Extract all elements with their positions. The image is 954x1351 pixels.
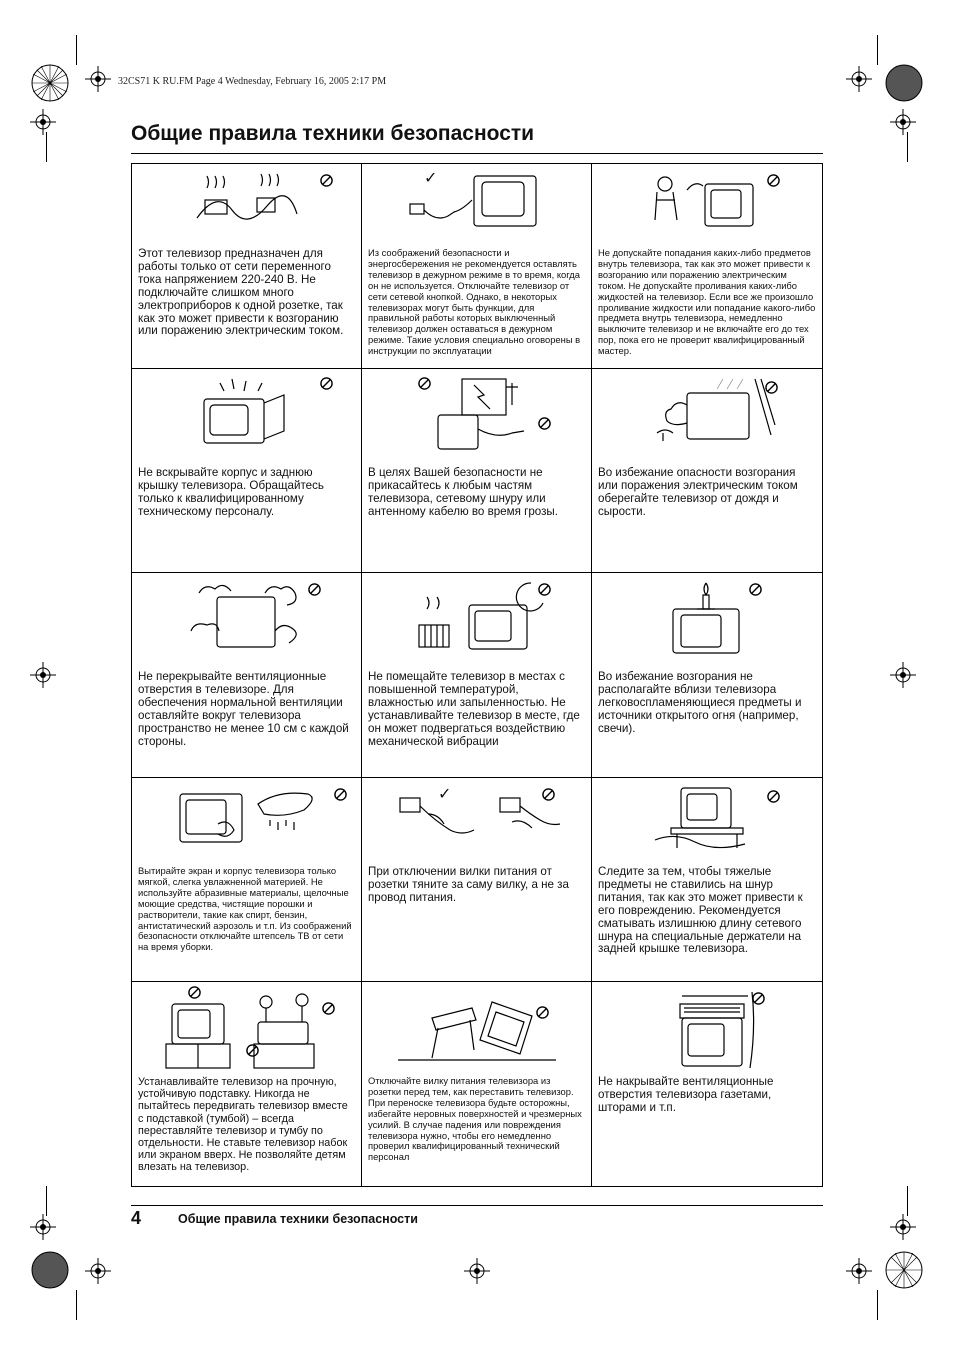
page-title: Общие правила техники безопасности bbox=[131, 122, 535, 145]
rule-text: Устанавливайте телевизор на прочную, устойчивую подставку. Никогда не пытайтесь передвигать телевизор вместе с подставкой (тумбой) – всегда переставляйте телевизор и тумбу по отдельности. Не ставьте телевизор набок или экраном вверх. Не позволяйте детям влезать на телевизор. bbox=[138, 1076, 348, 1174]
safety-rule bbox=[362, 369, 592, 573]
prohibited-icon bbox=[334, 788, 347, 801]
prohibited-icon bbox=[752, 992, 765, 1005]
safety-rule bbox=[132, 164, 362, 369]
crop-mark bbox=[877, 35, 878, 65]
registration-mark-icon bbox=[884, 1250, 924, 1290]
blocked-ventilation-illustration bbox=[132, 573, 361, 655]
prohibited-icon bbox=[320, 377, 333, 390]
safety-rules-grid bbox=[131, 163, 823, 1187]
check-icon: ✓ bbox=[438, 784, 452, 803]
safety-rule bbox=[592, 164, 822, 369]
prohibited-icon bbox=[418, 377, 431, 390]
safety-rule bbox=[592, 778, 822, 982]
crosshair-mark-icon bbox=[30, 662, 56, 688]
prohibited-icon bbox=[308, 583, 321, 596]
prohibited-icon bbox=[246, 1044, 259, 1057]
rule-text: При отключении вилки питания от розетки тяните за саму вилку, а не за провод питания. bbox=[368, 865, 569, 904]
crop-mark bbox=[46, 1186, 47, 1216]
safety-rule bbox=[132, 982, 362, 1186]
thunderstorm-illustration bbox=[362, 369, 591, 451]
file-header: 32CS71 K RU.FM Page 4 Wednesday, February 16, 2005 2:17 PM bbox=[118, 76, 387, 87]
rule-text: Не накрывайте вентиляционные отверстия телевизора газетами, шторами и т.п. bbox=[598, 1075, 774, 1114]
crop-mark bbox=[46, 132, 47, 162]
prohibited-icon bbox=[320, 174, 333, 187]
safety-rule bbox=[362, 982, 592, 1186]
prohibited-icon bbox=[538, 583, 551, 596]
prohibited-icon bbox=[767, 174, 780, 187]
prohibited-icon bbox=[765, 381, 778, 394]
registration-mark-icon bbox=[30, 1250, 70, 1290]
registration-mark-icon bbox=[884, 63, 924, 103]
rule-text: Отключайте вилку питания телевизора из розетки перед тем, как переставить телевизор. При переноске телевизора будьте осторожны, избегайте неровных поверхностей и чрезмерных усилий. В случае падения или повреждения телевизора нужно, чтобы его немедленно проверил квалифицированный технический персонал bbox=[368, 1075, 582, 1163]
cleaning-illustration bbox=[132, 778, 361, 860]
rule-text: Не вскрывайте корпус и заднюю крышку телевизора. Обращайтесь только к квалифицированному техническому персоналу. bbox=[138, 466, 324, 518]
prohibited-icon bbox=[188, 986, 201, 999]
rule-text: Во избежание возгорания не располагайте вблизи телевизора легковоспламеняющиеся предметы и источники открытого огня (например, свечи). bbox=[598, 670, 802, 735]
rule-text: Не допускайте попадания каких-либо предметов внутрь телевизора, так как это может привести к возгоранию или поражению электрическим током. Не допускайте проливания каких-либо жидкостей на телевизор. Если все же произошло проливание жидкости или попадание какого-либо предмета внутрь телевизора, немедленно выключите телевизор и не включайте его до тех пор, пока его не проверит квалифицированный мастер. bbox=[598, 247, 816, 357]
crosshair-mark-icon bbox=[85, 66, 111, 92]
crop-mark bbox=[76, 1290, 77, 1320]
crosshair-mark-icon bbox=[85, 1258, 111, 1284]
crosshair-mark-icon bbox=[890, 109, 916, 135]
safety-rule bbox=[132, 778, 362, 982]
open-flame-illustration bbox=[592, 573, 822, 655]
rule-text: Не помещайте телевизор в местах с повышенной температурой, влажностью или запыленностью. Не устанавливайте телевизор в месте, где он может подвергаться воздействию механической вибрации bbox=[368, 670, 580, 748]
safety-rule bbox=[362, 778, 592, 982]
heat-humidity-illustration bbox=[362, 573, 591, 655]
prohibited-icon bbox=[536, 1006, 549, 1019]
safety-rule bbox=[592, 982, 822, 1186]
title-divider bbox=[131, 153, 823, 154]
crosshair-mark-icon bbox=[464, 1258, 490, 1284]
check-icon: ✓ bbox=[424, 168, 438, 187]
prohibited-icon bbox=[749, 583, 762, 596]
cord-under-stand-illustration bbox=[592, 778, 822, 860]
rule-text: Во избежание опасности возгорания или поражения электрическим током оберегайте телевизор от дождя и сырости. bbox=[598, 466, 798, 518]
safety-rule bbox=[362, 164, 592, 369]
crop-mark bbox=[877, 1290, 878, 1320]
footer-title: Общие правила техники безопасности bbox=[178, 1212, 418, 1226]
footer-divider bbox=[131, 1205, 823, 1206]
tv-unplugged-illustration bbox=[362, 164, 591, 246]
safety-rule bbox=[592, 369, 822, 573]
covered-vents-illustration bbox=[592, 982, 822, 1064]
prohibited-icon bbox=[767, 790, 780, 803]
safety-rule bbox=[592, 573, 822, 778]
prohibited-icon bbox=[538, 417, 551, 430]
safety-rule bbox=[362, 573, 592, 778]
crosshair-mark-icon bbox=[30, 109, 56, 135]
safety-rule bbox=[132, 369, 362, 573]
rain-moisture-illustration bbox=[592, 369, 822, 451]
page-number: 4 bbox=[131, 1208, 142, 1228]
crop-mark bbox=[907, 1186, 908, 1216]
liquid-spill-illustration bbox=[592, 164, 822, 246]
crosshair-mark-icon bbox=[846, 66, 872, 92]
crosshair-mark-icon bbox=[846, 1258, 872, 1284]
rule-text: Из соображений безопасности и энергосбережения не рекомендуется оставлять телевизор в дежурном режиме в то время, когда он не используется. Отключайте телевизор от сети сетевой кнопкой. Однако, в некоторых телевизорах могут быть функции, для правильной работы которых выключенный телевизор должен оставаться в дежурном режиме. Такие условия специально оговорены в инструкции по эксплуатации bbox=[368, 247, 581, 357]
falling-tv-illustration bbox=[362, 982, 591, 1064]
prohibited-icon bbox=[542, 788, 555, 801]
unplugging-illustration bbox=[362, 778, 591, 860]
rule-text: Вытирайте экран и корпус телевизора только мягкой, слегка увлажненной материей. Не используйте абразивные материалы, щелочные моющие средства, чистящие порошки и растворители, такие как спирт, бензин, антистатический аэрозоль и т.п. Из соображений безопасности отключайте штепсель ТВ от сети на время уборки. bbox=[138, 865, 352, 953]
rule-text: В целях Вашей безопасности не прикасайтесь к любым частям телевизора, сетевому шнуру или антенному кабелю во время грозы. bbox=[368, 466, 558, 518]
registration-mark-icon bbox=[30, 63, 70, 103]
crop-mark bbox=[76, 35, 77, 65]
rule-text: Не перекрывайте вентиляционные отверстия в телевизоре. Для обеспечения нормальной вентиляции оставляйте вокруг телевизора пространство не менее 10 см с каждой стороны. bbox=[138, 670, 349, 748]
crop-mark bbox=[907, 132, 908, 162]
crosshair-mark-icon bbox=[890, 662, 916, 688]
crosshair-mark-icon bbox=[30, 1214, 56, 1240]
prohibited-icon bbox=[322, 1002, 335, 1015]
rule-text: Этот телевизор предназначен для работы только от сети переменного тока напряжением 220-240 В. Не подключайте слишком много электроприборов к одной розетке, так как это может привести к возгоранию или поражению электрическим током. bbox=[138, 247, 344, 338]
safety-rule bbox=[132, 573, 362, 778]
crosshair-mark-icon bbox=[890, 1214, 916, 1240]
rule-text: Следите за тем, чтобы тяжелые предметы не ставились на шнур питания, так как это может привести к его повреждению. Рекомендуется сматывать излишнюю длину сетевого шнура на специальные держатели на задней крышке телевизора. bbox=[598, 865, 803, 956]
